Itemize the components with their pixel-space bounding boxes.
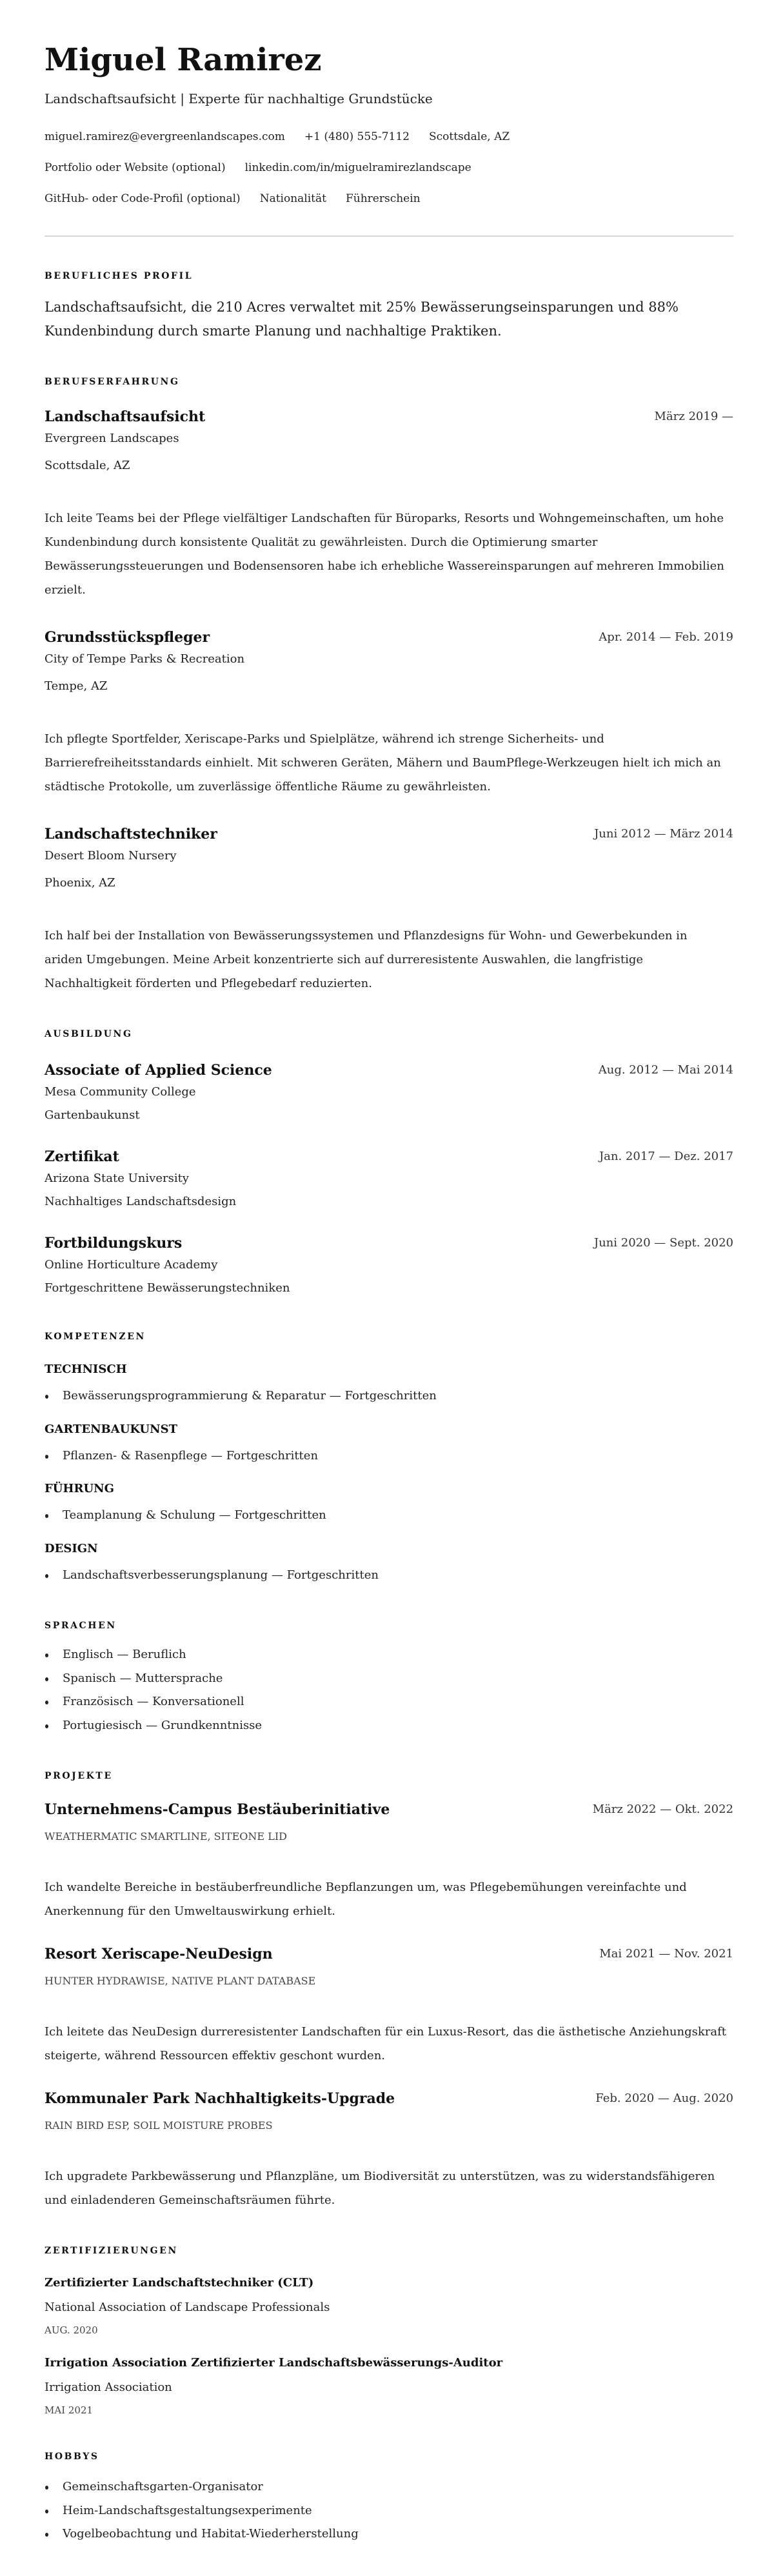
project-description: Ich leitete das NeuDesign durreresistenter Landschaften für ein Luxus-Resort, das die ästhetische Anziehungskraft steigerte, während Ressourcen effektiv geschont wurden. <box>45 2025 726 2062</box>
education-entry <box>45 1233 733 1298</box>
certification-title: Zertifizierter Landschaftstechniker (CLT) <box>45 2276 314 2290</box>
project-dates: Mai 2021 — Nov. 2021 <box>599 1947 733 1961</box>
project-entry <box>45 1944 733 2068</box>
drivers-license: Führerschein <box>345 192 421 205</box>
languages-list <box>45 1643 733 1737</box>
section-heading: ZERTIFIZIERUNGEN <box>45 2246 178 2256</box>
profile-section <box>45 270 733 343</box>
degree: Associate of Applied Science <box>45 1062 272 1079</box>
entry-header <box>45 1233 733 1253</box>
project-tech-stack: RAIN BIRD ESP, SOIL MOISTURE PROBES <box>45 2119 273 2132</box>
portfolio-link[interactable]: Portfolio oder Website (optional) <box>45 161 226 174</box>
entry-header <box>45 628 733 647</box>
skill-list <box>45 1564 733 1588</box>
entry-header <box>45 407 733 426</box>
skill-item: Landschaftsverbesserungsplanung — Fortgeschritten <box>45 1564 733 1588</box>
job-entry <box>45 407 733 602</box>
contact-row <box>45 190 733 208</box>
job-location: Phoenix, AZ <box>45 876 115 890</box>
degree: Zertifikat <box>45 1148 119 1165</box>
resume <box>45 0 733 2546</box>
skill-category: TECHNISCH <box>45 1363 127 1376</box>
job-description: Ich leite Teams bei der Pflege vielfältiger Landschaften für Büroparks, Resorts und Wohngemeinschaften, um hohe Kundenbindung durch konsistente Qualität zu gewährleisten. Durch die Optimierung smarter Bewässerungssteuerungen und Bodensensoren habe ich erhebliche Wassereinsparungen auf mehreren Immobilien erzielt. <box>45 512 724 597</box>
project-title: Resort Xeriscape-NeuDesign <box>45 1946 273 1962</box>
project-entry <box>45 2089 733 2212</box>
language-item: Französisch — Konversationell <box>45 1690 733 1714</box>
section-heading: KOMPETENZEN <box>45 1332 146 1342</box>
resume-header <box>45 41 733 208</box>
hobbies-list <box>45 2475 733 2546</box>
job-description: Ich half bei der Installation von Bewässerungssystemen und Pflanzdesigns für Wohn- und Gewerbekunden in ariden Umgebungen. Meine Arbeit konzentrierte sich auf durreresistente Auswahlen, die langfristige Nachhaltigkeit förderten und Pflegebedarf reduzierten. <box>45 929 688 990</box>
project-tech-stack: WEATHERMATIC SMARTLINE, SITEONE LID <box>45 1830 287 1842</box>
language-item: Englisch — Beruflich <box>45 1643 733 1667</box>
skill-category: FÜHRUNG <box>45 1482 114 1495</box>
company: Evergreen Landscapes <box>45 432 179 445</box>
entry-header <box>45 1061 733 1080</box>
skill-list <box>45 1504 733 1528</box>
certification-entry <box>45 2355 733 2418</box>
education-dates: Jan. 2017 — Dez. 2017 <box>599 1150 733 1163</box>
email-link[interactable]: miguel.ramirez@evergreenlandscapes.com <box>45 130 285 143</box>
projects-section <box>45 1770 733 2212</box>
candidate-name: Miguel Ramirez <box>45 42 322 78</box>
school: Mesa Community College <box>45 1085 196 1099</box>
experience-section <box>45 375 733 995</box>
job-title: Grundsstückspfleger <box>45 629 210 646</box>
project-title: Unternehmens-Campus Bestäuberinitiative <box>45 1801 390 1818</box>
certification-date: MAI 2021 <box>45 2404 94 2416</box>
section-heading: AUSBILDUNG <box>45 1029 133 1039</box>
project-tech-stack: HUNTER HYDRAWISE, NATIVE PLANT DATABASE <box>45 1975 316 1987</box>
hobby-item: Gemeinschaftsgarten-Organisator <box>45 2475 733 2499</box>
section-heading: PROJEKTE <box>45 1771 113 1781</box>
hobby-item: Vogelbeobachtung und Habitat-Wiederherstellung <box>45 2522 733 2546</box>
project-description: Ich wandelte Bereiche in bestäuberfreundliche Bepflanzungen um, was Pflegebemühungen vereinfachte und Anerkennung für den Umweltauswirkung erhielt. <box>45 1881 687 1918</box>
phone[interactable]: +1 (480) 555-7112 <box>304 130 410 143</box>
entry-header <box>45 1800 733 1819</box>
job-entry <box>45 628 733 799</box>
location: Scottsdale, AZ <box>428 130 510 143</box>
education-dates: Aug. 2012 — Mai 2014 <box>598 1063 733 1077</box>
job-description: Ich pflegte Sportfelder, Xeriscape-Parks und Spielplätze, während ich strenge Sicherheits- und Barrierefreiheitsstandards einhielt. Mit schweren Geräten, Mähern und BaumPflege-Werkzeugen hielt ich mich an städtische Protokolle, um zuverlässige öffentliche Räume zu gewährleisten. <box>45 732 721 794</box>
field-of-study: Fortgeschrittene Bewässerungstechniken <box>45 1281 290 1295</box>
project-entry <box>45 1800 733 1923</box>
project-title: Kommunaler Park Nachhaltigkeits-Upgrade <box>45 2090 395 2107</box>
hobbies-section <box>45 2450 733 2546</box>
job-title: Landschaftstechniker <box>45 826 217 843</box>
certifications-section <box>45 2244 733 2418</box>
certification-title: Irrigation Association Zertifizierter Landschaftsbewässerungs-Auditor <box>45 2356 503 2370</box>
job-dates: März 2019 — <box>654 410 733 423</box>
github-link[interactable]: GitHub- oder Code-Profil (optional) <box>45 192 241 205</box>
nationality: Nationalität <box>259 192 326 205</box>
skill-item: Bewässerungsprogrammierung & Reparatur — Fortgeschritten <box>45 1384 733 1408</box>
section-heading: BERUFLICHES PROFIL <box>45 271 194 281</box>
field-of-study: Nachhaltiges Landschaftsdesign <box>45 1195 237 1208</box>
school: Online Horticulture Academy <box>45 1258 218 1272</box>
education-dates: Juni 2020 — Sept. 2020 <box>593 1236 733 1250</box>
language-item: Spanisch — Muttersprache <box>45 1667 733 1691</box>
company: Desert Bloom Nursery <box>45 849 177 863</box>
skills-section <box>45 1330 733 1587</box>
entry-header <box>45 1944 733 1964</box>
project-dates: Feb. 2020 — Aug. 2020 <box>595 2092 733 2105</box>
contact-row <box>45 159 733 177</box>
certification-entry <box>45 2275 733 2338</box>
skill-category: GARTENBAUKUNST <box>45 1422 177 1436</box>
entry-header <box>45 824 733 844</box>
project-description: Ich upgradete Parkbewässerung und Pflanzpläne, um Biodiversität zu unterstützen, was zu widerstandsfähigeren und einladenderen Gemeinschaftsräumen führte. <box>45 2170 715 2207</box>
section-heading: SPRACHEN <box>45 1621 117 1631</box>
section-heading: HOBBYS <box>45 2451 99 2462</box>
job-entry <box>45 824 733 995</box>
skill-category: DESIGN <box>45 1541 98 1555</box>
divider <box>45 235 733 237</box>
education-entry <box>45 1147 733 1212</box>
hobby-item: Heim-Landschaftsgestaltungsexperimente <box>45 2499 733 2523</box>
linkedin-link[interactable]: linkedin.com/in/miguelramirezlandscape <box>244 161 471 174</box>
job-dates: Juni 2012 — März 2014 <box>594 827 733 841</box>
entry-header <box>45 1147 733 1166</box>
education-entry <box>45 1061 733 1125</box>
contact-row <box>45 128 733 146</box>
section-heading: BERUFSERFAHRUNG <box>45 377 180 387</box>
language-item: Portugiesisch — Grundkenntnisse <box>45 1714 733 1738</box>
project-dates: März 2022 — Okt. 2022 <box>592 1802 733 1816</box>
job-title: Landschaftsaufsicht <box>45 408 206 425</box>
skill-item: Teamplanung & Schulung — Fortgeschritten <box>45 1504 733 1528</box>
field-of-study: Gartenbaukunst <box>45 1108 140 1122</box>
headline: Landschaftsaufsicht | Experte für nachhaltige Grundstücke <box>45 91 433 106</box>
certification-date: AUG. 2020 <box>45 2324 98 2336</box>
profile-summary: Landschaftsaufsicht, die 210 Acres verwaltet mit 25% Bewässerungseinsparungen und 88% Kundenbindung durch smarte Planung und nachhaltige Praktiken. <box>45 299 679 339</box>
company: City of Tempe Parks & Recreation <box>45 652 245 666</box>
skill-item: Pflanzen- & Rasenpflege — Fortgeschritten <box>45 1444 733 1468</box>
education-section <box>45 1028 733 1298</box>
skill-list <box>45 1384 733 1408</box>
skill-list <box>45 1444 733 1468</box>
issuing-organization: National Association of Landscape Professionals <box>45 2301 330 2314</box>
entry-header <box>45 2089 733 2108</box>
school: Arizona State University <box>45 1172 189 1185</box>
job-location: Tempe, AZ <box>45 679 108 693</box>
job-location: Scottsdale, AZ <box>45 459 130 472</box>
languages-section <box>45 1619 733 1737</box>
job-dates: Apr. 2014 — Feb. 2019 <box>599 630 733 644</box>
issuing-organization: Irrigation Association <box>45 2381 172 2394</box>
degree: Fortbildungskurs <box>45 1235 183 1252</box>
